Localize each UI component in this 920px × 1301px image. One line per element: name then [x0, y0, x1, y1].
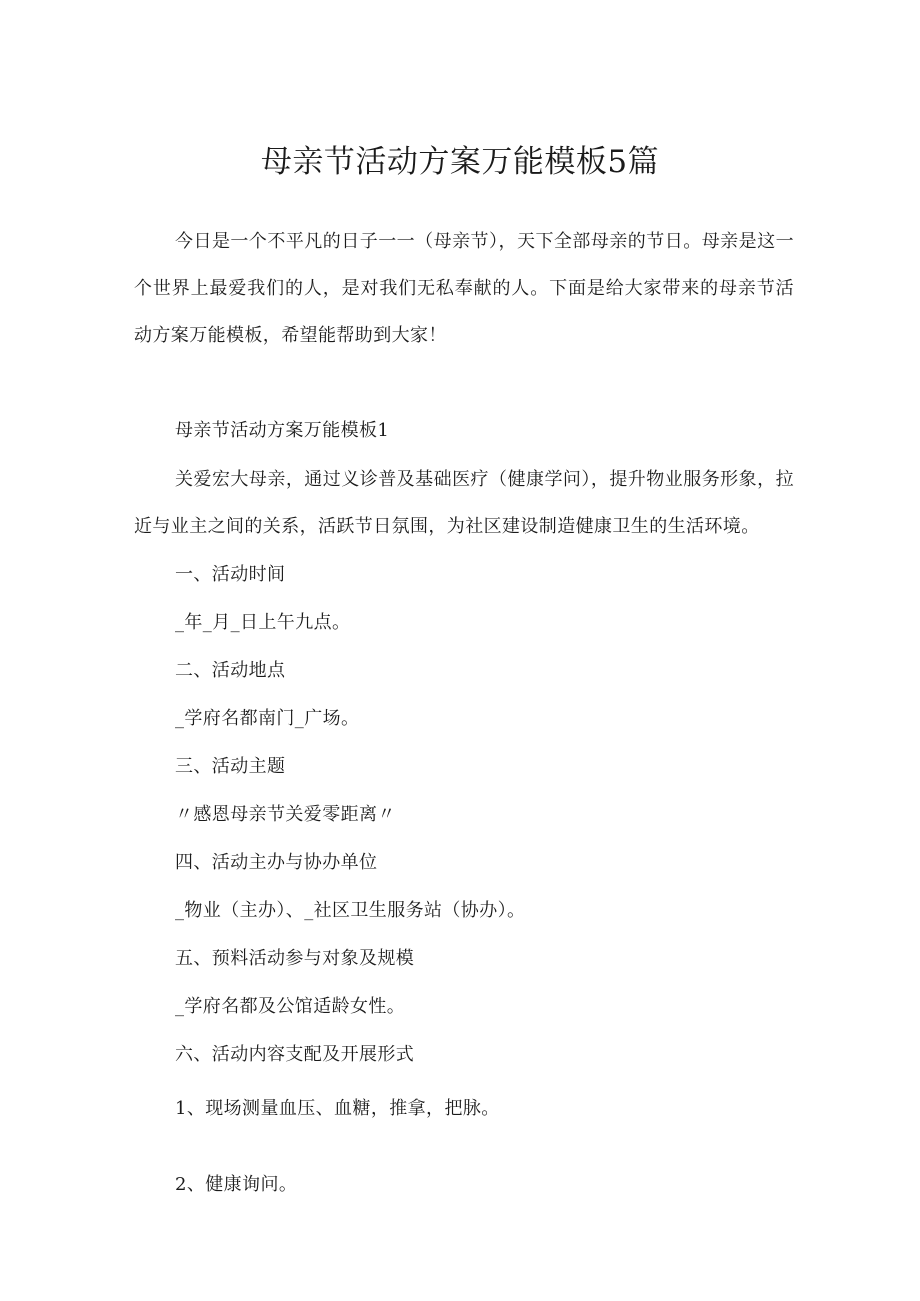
activity-content-item-2: 2、健康询问。 [175, 1174, 298, 1195]
section-intro-paragraph: 关爱宏大母亲，通过义诊普及基础医疗（健康学问），提升物业服务形象，拉近与业主之间的关系，活跃节日氛围，为社区建设制造健康卫生的生活环境。 [134, 469, 794, 537]
activity-content-item-1: 1、现场测量血压、血糖，推拿，把脉。 [175, 1098, 500, 1119]
heading-organizers: 四、活动主办与协办单位 [175, 852, 378, 873]
section-heading: 母亲节活动方案万能模板1 [175, 420, 390, 441]
activity-time-value: _年_月_日上午九点。 [175, 612, 351, 633]
intro-paragraph: 今日是一个不平凡的日子一一（母亲节），天下全部母亲的节日。母亲是这一个世界上最爱我们的人，是对我们无私奉献的人。下面是给大家带来的母亲节活动方案万能模板，希望能帮助到大家！ [134, 231, 794, 346]
participants-value: _学府名都及公馆适龄女性。 [175, 996, 406, 1017]
heading-activity-location: 二、活动地点 [175, 660, 286, 681]
heading-participants: 五、预料活动参与对象及规模 [175, 948, 415, 969]
heading-activity-theme: 三、活动主题 [175, 756, 286, 777]
heading-activity-time: 一、活动时间 [175, 564, 286, 585]
activity-theme-value: 〃感恩母亲节关爱零距离〃 [175, 804, 396, 825]
heading-activity-content: 六、活动内容支配及开展形式 [175, 1044, 415, 1065]
activity-location-value: _学府名都南门_广场。 [175, 708, 360, 729]
document-title: 母亲节活动方案万能模板5篇 [260, 144, 660, 180]
organizers-value: _物业（主办）、_社区卫生服务站（协办）。 [175, 900, 526, 921]
